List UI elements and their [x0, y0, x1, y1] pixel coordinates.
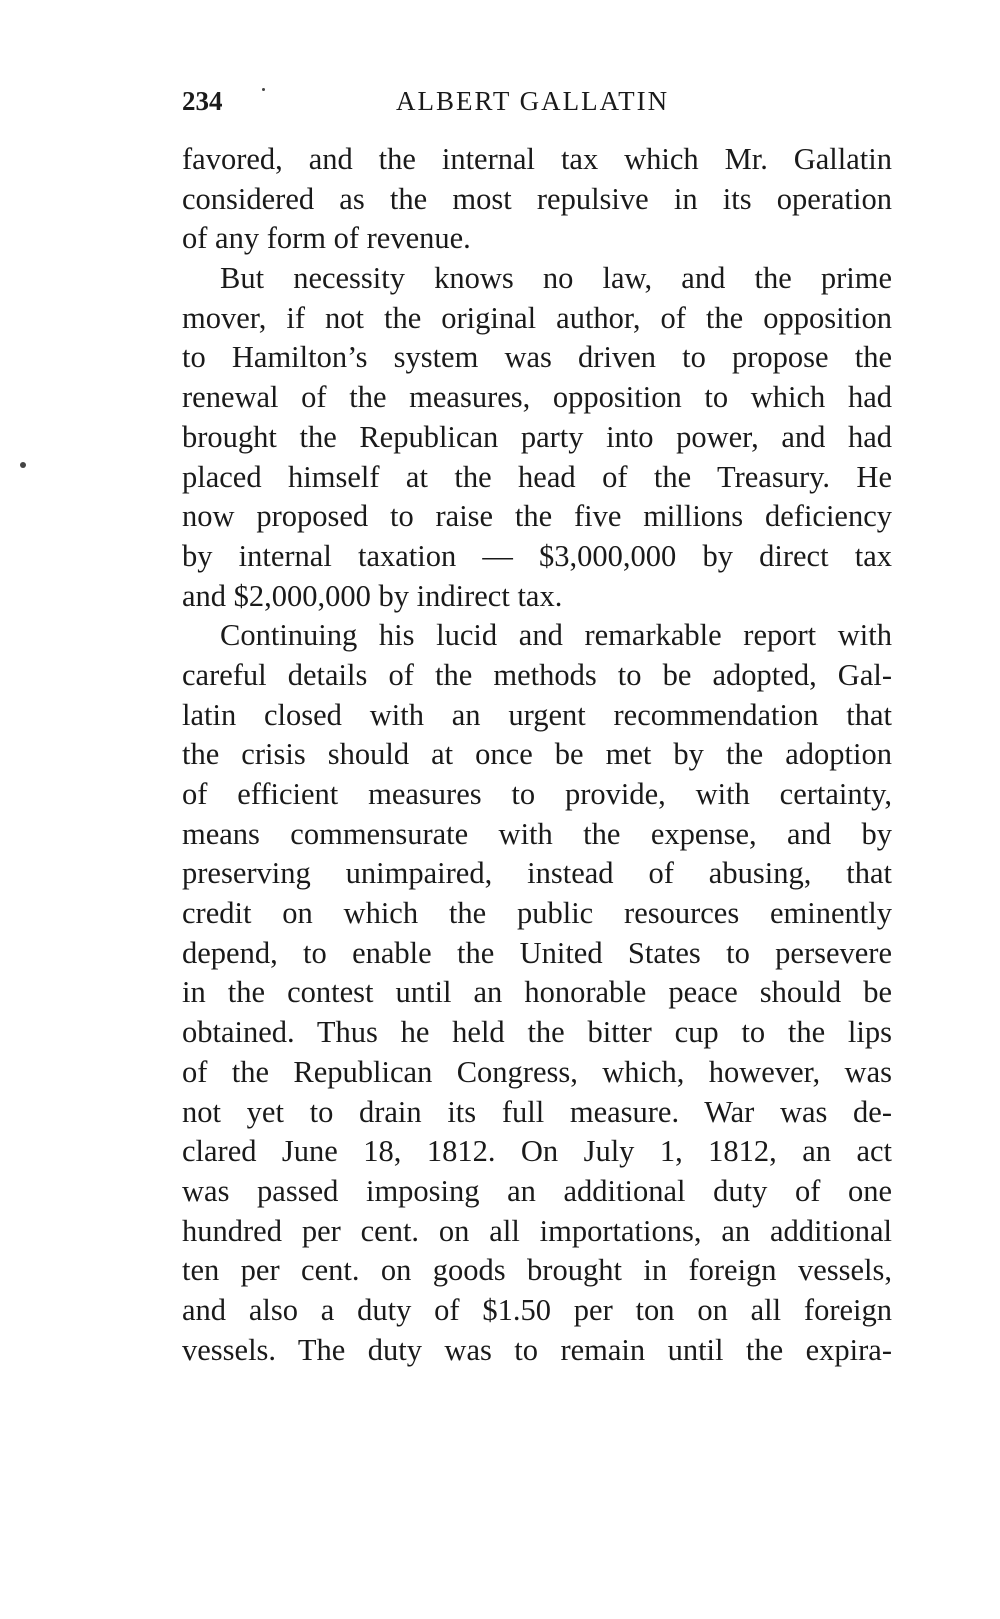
- text-line: and also a duty of $1.50 per ton on all foreign: [182, 1292, 892, 1327]
- text-line: of the Republican Congress, which, however, was: [182, 1054, 892, 1089]
- text-line: in the contest until an honorable peace should be: [182, 975, 892, 1010]
- text-line: of efficient measures to provide, with certainty,: [182, 777, 892, 811]
- text-line: favored, and the internal tax which Mr. Gallatin: [182, 142, 892, 176]
- text-line: mover, if not the original author, of the opposition: [182, 300, 892, 335]
- text-line: careful details of the methods to be adopted, Gal-: [182, 657, 892, 692]
- text-line: Continuing his lucid and remarkable report with: [220, 618, 892, 653]
- running-title: ALBERT GALLATIN: [396, 86, 670, 116]
- print-speck: [262, 88, 265, 91]
- text-line: obtained. Thus he held the bitter cup to the lips: [182, 1015, 892, 1050]
- text-line: credit on which the public resources eminently: [182, 896, 892, 931]
- text-line: not yet to drain its full measure. War was de-: [182, 1094, 892, 1129]
- text-line: preserving unimpaired, instead of abusing, that: [182, 856, 892, 891]
- page-number: 234: [182, 86, 223, 116]
- text-line: vessels. The duty was to remain until the expira-: [182, 1332, 892, 1367]
- text-line: by internal taxation — $3,000,000 by direct tax: [182, 538, 892, 573]
- print-speck: [20, 462, 26, 468]
- body-text: [182, 140, 892, 1370]
- running-head: [182, 86, 892, 120]
- text-line: ten per cent. on goods brought in foreign vessels,: [182, 1253, 892, 1288]
- text-line: clared June 18, 1812. On July 1, 1812, an act: [182, 1134, 892, 1169]
- text-line: and $2,000,000 by indirect tax.: [182, 578, 563, 613]
- text-line: means commensurate with the expense, and by: [182, 816, 892, 851]
- text-line: But necessity knows no law, and the prime: [220, 261, 892, 296]
- text-line: to Hamilton’s system was driven to propose the: [182, 340, 892, 375]
- text-line: now proposed to raise the five millions deficiency: [182, 499, 892, 534]
- text-line: renewal of the measures, opposition to which had: [182, 380, 892, 415]
- text-line: hundred per cent. on all importations, an additional: [182, 1213, 892, 1248]
- text-line: was passed imposing an additional duty of one: [182, 1173, 892, 1208]
- text-line: considered as the most repulsive in its operation: [182, 181, 892, 216]
- text-line: placed himself at the head of the Treasury. He: [182, 459, 892, 494]
- text-line: of any form of revenue.: [182, 221, 471, 256]
- text-line: brought the Republican party into power, and had: [182, 419, 892, 454]
- text-line: the crisis should at once be met by the adoption: [182, 737, 892, 772]
- text-line: latin closed with an urgent recommendation that: [182, 697, 892, 732]
- text-line: depend, to enable the United States to persevere: [182, 935, 892, 970]
